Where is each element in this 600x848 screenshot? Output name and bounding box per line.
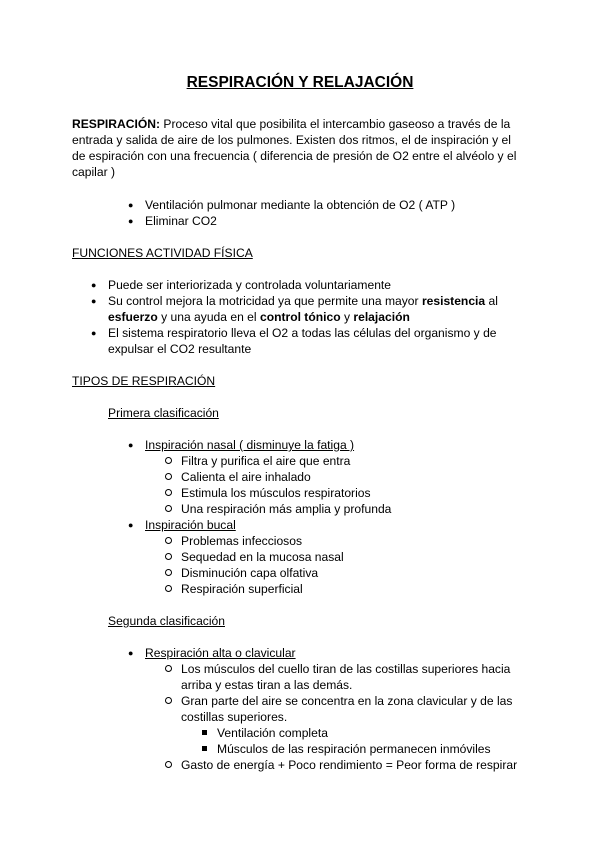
segunda-heading: Segunda clasificación: [108, 614, 225, 628]
bullet-circle-icon: [165, 537, 172, 544]
bullet-dot-icon: ●: [128, 440, 134, 450]
alta-item-1-line-1: Los músculos del cuello tiran de las costillas superiores hacia: [181, 662, 511, 676]
bucal-item: Sequedad en la mucosa nasal: [181, 550, 344, 564]
nasal-item: Una respiración más amplia y profunda: [181, 502, 392, 516]
alta-item-2-line-2: costillas superiores.: [181, 710, 288, 724]
bold-span: esfuerzo: [108, 310, 158, 324]
bullet-circle-icon: [165, 697, 172, 704]
bullet-dot-icon: ●: [128, 648, 134, 658]
primera-heading: Primera clasificación: [108, 406, 219, 420]
bullet-circle-icon: [165, 665, 172, 672]
bullet-circle-icon: [165, 473, 172, 480]
bucal-item: Problemas infecciosos: [181, 534, 302, 548]
intro-line-3: de espiración con una frecuencia ( diferencia de presión de O2 entre el alvéolo y el: [72, 149, 517, 163]
bucal-item: Respiración superficial: [181, 582, 303, 596]
bullet-dot-icon: ●: [128, 216, 134, 226]
bold-span: control tónico: [259, 310, 341, 324]
text-span: Su control mejora la motricidad ya que permite una mayor: [108, 294, 419, 308]
text-span: y: [343, 310, 351, 324]
intro-line-1: [72, 116, 510, 132]
funciones-bullet-3-line-2: expulsar el CO2 resultante: [108, 342, 252, 356]
funciones-bullet-1: Puede ser interiorizada y controlada voluntariamente: [108, 278, 392, 292]
bold-span: relajación: [353, 310, 410, 324]
alta-item-2-line-1: Gran parte del aire se concentra en la zona clavicular y de las: [181, 694, 513, 708]
bold-span: resistencia: [421, 294, 486, 308]
bullet-square-icon: [202, 746, 207, 751]
bullet-circle-icon: [165, 569, 172, 576]
bullet-circle-icon: [165, 489, 172, 496]
text-span: al: [488, 294, 498, 308]
funciones-heading: FUNCIONES ACTIVIDAD FÍSICA: [72, 246, 253, 260]
intro-bullet: Eliminar CO2: [145, 214, 217, 228]
nasal-heading: Inspiración nasal ( disminuye la fatiga ): [145, 438, 355, 452]
alta-item-1-line-2: arriba y estas tiran a las demás.: [181, 678, 353, 692]
bullet-dot-icon: ●: [91, 280, 97, 290]
alta-heading: Respiración alta o clavicular: [145, 646, 296, 660]
intro-text-1: Proceso vital que posibilita el intercambio gaseoso a través de la: [163, 117, 511, 131]
bullet-circle-icon: [165, 761, 172, 768]
nasal-item: Calienta el aire inhalado: [181, 470, 311, 484]
bullet-circle-icon: [165, 457, 172, 464]
sub-item: Músculos de las respiración permanecen inmóviles: [217, 742, 491, 756]
bucal-item: Disminución capa olfativa: [181, 566, 319, 580]
alta-item-3: Gasto de energía + Poco rendimiento = Peor forma de respirar: [181, 758, 518, 772]
bullet-circle-icon: [165, 505, 172, 512]
bullet-dot-icon: ●: [91, 328, 97, 338]
bullet-dot-icon: ●: [128, 200, 134, 210]
nasal-item: Filtra y purifica el aire que entra: [181, 454, 351, 468]
funciones-bullet-2-line-2: [108, 309, 410, 325]
intro-label: RESPIRACIÓN:: [72, 117, 161, 131]
bullet-circle-icon: [165, 553, 172, 560]
bullet-circle-icon: [165, 585, 172, 592]
page-title: RESPIRACIÓN Y RELAJACIÓN: [186, 74, 414, 91]
intro-bullet: Ventilación pulmonar mediante la obtención de O2 ( ATP ): [145, 198, 456, 212]
funciones-bullet-2-line-1: [108, 293, 498, 309]
bullet-dot-icon: ●: [91, 296, 97, 306]
text-span: y una ayuda en el: [161, 310, 257, 324]
sub-item: Ventilación completa: [217, 726, 328, 740]
tipos-heading: TIPOS DE RESPIRACIÓN: [72, 374, 216, 388]
funciones-bullet-3-line-1: El sistema respiratorio lleva el O2 a todas las células del organismo y de: [108, 326, 497, 340]
bullet-square-icon: [202, 730, 207, 735]
bullet-dot-icon: ●: [128, 520, 134, 530]
nasal-item: Estimula los músculos respiratorios: [181, 486, 371, 500]
bucal-heading: Inspiración bucal: [145, 518, 236, 532]
intro-line-4: capilar ): [72, 165, 116, 179]
intro-line-2: entrada y salida de aire de los pulmones. Existen dos ritmos, el de inspiración y el: [72, 133, 511, 147]
